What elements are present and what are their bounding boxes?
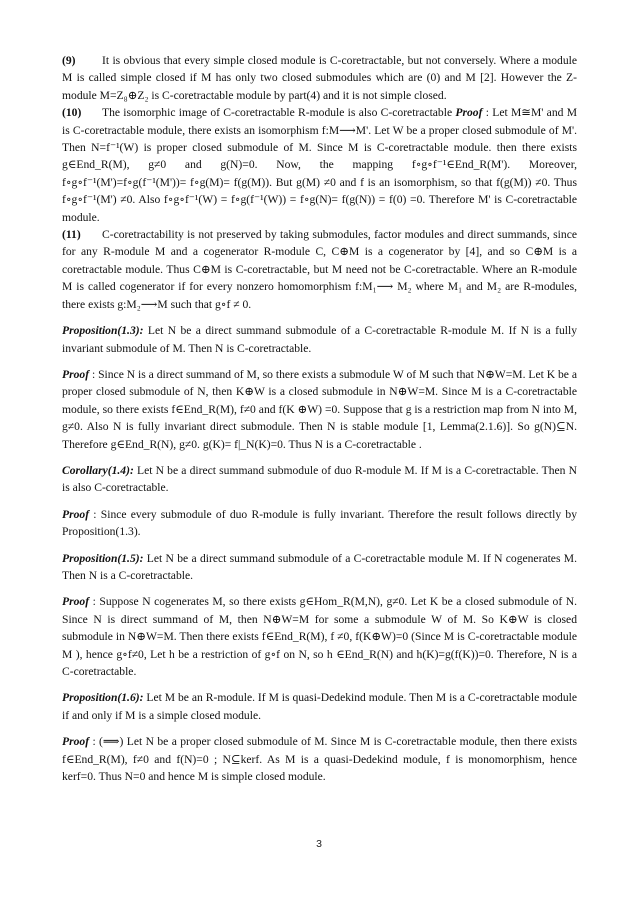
item-10 <box>62 104 577 226</box>
corollary-heading: Corollary(1.4): <box>62 463 134 477</box>
item-number: (11) <box>62 228 81 242</box>
proposition-heading: Proposition(1.5): <box>62 551 144 565</box>
proof-text: : Since N is a direct summand of M, so there exists a submodule W of M such that N⊕W=M. Let K be a proper closed submodule of N, then K⊕W is a closed submodule in N⊕W=M. Since M is a C-coretractable module, so there exists f∈End_R(M), f≠0 and f(K ⊕W) =0. Suppose that g is a restriction map from N into M, g≠0. Also N is fully invariant direct submodule. Then N is stable module [1, Lemma(2.1.6)]. So g(N)⊆N. Therefore g∈End_R(N), g≠0. g(K)= f|_N(K)=0. Thus N is a C-coretractable . <box>62 367 577 451</box>
proof-1-5 <box>62 593 577 680</box>
proposition-1-5 <box>62 550 577 585</box>
item-11 <box>62 226 577 313</box>
proposition-1-6 <box>62 689 577 724</box>
page-number: 3 <box>316 838 322 850</box>
proposition-heading: Proposition(1.6): <box>62 691 144 705</box>
proof-label: Proof <box>62 507 90 521</box>
proof-text: : Suppose N cogenerates M, so there exists g∈Hom_R(M,N), g≠0. Let K be a closed submodule of N. Since N is direct summand of M, then N⊕W=M for some a submodule W of M. So K⊕W is closed submodule in N⊕W=M. Then there exists f∈End_R(M), f ≠0, f(K⊕W)=0 (Since M is C-coretractable module M ), hence g∘f≠0, Let h be a restriction of g∘f on N, so h ∈End_R(N) and h(K)=g(f(K))=0. Therefore, N is a C-coretractable. <box>62 595 577 678</box>
proof-1-6 <box>62 733 577 785</box>
corollary-text: Let N be a direct summand submodule of duo R-module M. If M is a C-coretractable. Then N is also C-coretractable. <box>62 463 577 495</box>
item-number: (9) <box>62 54 76 67</box>
item-text: C-coretractability is not preserved by taking submodules, factor modules and direct summands, since for any R-module M and a cogenerator R-module C, C⊕M is a cogenerator by [4], and so C⊕M is a coretractable module. Thus C⊕M is C-coretractable, but M need not be C-coretractable. Where an R-module M is called cogenerator if for every nonzero homomorphism f:M₁⟶ M₂ where M₁ and M₂ are R-modules, there exists g:M₂⟶M such that g∘f ≠ 0. <box>62 228 577 311</box>
item-text: It is obvious that every simple closed module is C-coretractable, but not conversely. Where a module M is called simple closed if M has only two closed submodules which are (0) and M [2]. However the Z-module M=Z₈⊕Z₂ is C-coretractable module by part(4) and it is not simple closed. <box>62 54 577 102</box>
proposition-heading: Proposition(1.3): <box>62 324 144 338</box>
item-9 <box>62 52 577 104</box>
item-number: (10) <box>62 106 82 120</box>
corollary-1-4 <box>62 462 577 497</box>
proposition-text: Let M be an R-module. If M is quasi-Dedekind module. Then M is a C-coretractable module if and only if M is a simple closed module. <box>62 691 577 722</box>
proof-label: Proof <box>62 367 90 381</box>
proof-1-4 <box>62 506 577 541</box>
proof-1-3 <box>62 366 577 453</box>
item-text: : Let M≅M' and M is C-coretractable module, there exists an isomorphism f:M⟶M'. Let W be a proper closed submodule of M'. Then N=f⁻¹(W) is proper closed submodule of M. Since M is C-coretractable module. then there exists g∈End_R(M), g≠0 and g(N)=0. Now, the mapping f∘g∘f⁻¹∈End_R(M'). Moreover, f∘g∘f⁻¹(M')=f∘g(f⁻¹(M'))= f∘g(M)= f(g(M)). But g(M) ≠0 and f is an isomorphism, so that f(g(M)) ≠0. Thus f∘g∘f⁻¹(M') ≠0. Also f∘g∘f⁻¹(W) = f∘g(f⁻¹(W)) = f∘g(N)= f(g(N)) = f(0) =0. Therefore M' is C-coretractable module. <box>62 106 577 224</box>
page-body <box>62 52 577 785</box>
proof-text: : Since every submodule of duo R-module is fully invariant. Therefore the result follows directly by Proposition(1.3). <box>62 507 577 539</box>
proposition-text: Let N be a direct summand submodule of a C-coretractable module M. If N cogenerates M. Then N is a C-coretractable. <box>62 551 577 582</box>
proof-text: : (⟹) Let N be a proper closed submodule of M. Since M is C-coretractable module, then there exists f∈End_R(M), f≠0 and f(N)=0 ; N⊆kerf. As M is a quasi-Dedekind module, f is monomorphism, hence kerf=0. Thus N=0 and hence M is simple closed module. <box>62 735 577 784</box>
proof-label: Proof <box>62 735 90 749</box>
proof-label: Proof <box>455 106 483 120</box>
proposition-text: Let N be a direct summand submodule of a C-coretractable R-module M. If N is a fully invariant submodule of M. Then N is C-coretractable. <box>62 324 577 355</box>
proposition-1-3 <box>62 322 577 357</box>
proof-label: Proof <box>62 595 90 609</box>
item-text: The isomorphic image of C-coretractable R-module is also C-coretractable <box>102 106 456 120</box>
